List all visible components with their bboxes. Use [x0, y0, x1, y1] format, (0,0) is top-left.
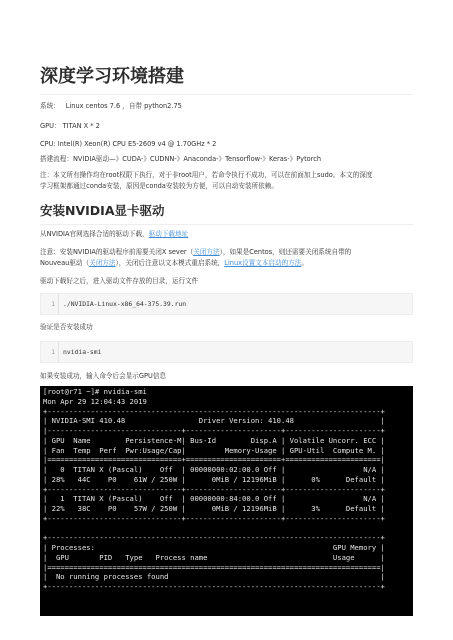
terminal-line: | Fan Temp Perf Pwr:Usage/Cap| Memory-Usage | GPU-Util Compute M. |: [43, 445, 385, 455]
note-line-1: 注：本文所有操作均在root权限下执行，对于非root用户，若命令执行不成功，可以在前面加上sudo。本文的深度: [40, 171, 373, 179]
xserver-close-method-link[interactable]: 关闭方法: [193, 248, 220, 256]
warning-text-b: ），如果是Centos，则还需要关闭系统自带的: [219, 248, 352, 256]
terminal-line: | NVIDIA-SMI 410.48 Driver Version: 410.48 |: [43, 416, 385, 426]
terminal-line: | No running processes found |: [43, 572, 385, 582]
text-boot-method-link[interactable]: Linux设置文本启动的方法: [224, 259, 302, 267]
warning-text-e: 。: [301, 259, 308, 267]
system-value: Linux centos 7.6 ，自带 python2.75: [65, 102, 182, 110]
system-label: 系统：: [40, 102, 60, 110]
page-title: 深度学习环境搭建: [40, 66, 184, 87]
terminal-line: |=============================================================================|: [43, 562, 385, 572]
terminal-line: [43, 524, 385, 534]
code-line-number: 1: [41, 342, 59, 362]
section-heading: 安装NVIDIA显卡驱动: [40, 203, 165, 218]
terminal-output: [43, 387, 385, 592]
section-divider: [40, 224, 413, 225]
terminal-line: |===============================+======================+======================|: [43, 455, 385, 465]
terminal-line: | 0 TITAN X (Pascal) Off | 00000000:02:00.0 Off | N/A |: [43, 465, 385, 474]
cpu-line: CPU: Intel(R) Xeon(R) CPU E5-2609 v4 @ 1.70GHz * 2: [40, 140, 217, 148]
code-text[interactable]: ./NVIDIA-Linux-x86_64-375.39.run: [63, 300, 187, 308]
nouveau-close-method-link[interactable]: 关闭方法: [89, 259, 116, 267]
warning-text-d: ），关闭后注意以文本模式重启系统，: [115, 259, 225, 267]
terminal-line: | Processes: GPU Memory |: [43, 543, 385, 552]
code-line-number: 1: [41, 294, 59, 314]
code-block-run-driver[interactable]: [40, 293, 413, 315]
download-text: 从NVIDIA官网选择合适的驱动下载，: [40, 230, 149, 238]
success-note: 如果安装成功，输入命令后会显示GPU信息: [40, 372, 167, 380]
terminal-line: | 28% 44C P0 61W / 250W | 0MiB / 12196MiB | 0% Default |: [43, 474, 385, 484]
download-line: [40, 229, 413, 240]
terminal-line: | 1 TITAN X (Pascal) Off | 00000000:84:00.0 Off | N/A |: [43, 494, 385, 504]
terminal-line: | 22% 38C P0 57W / 250W | 0MiB / 12196MiB | 3% Default |: [43, 504, 385, 513]
terminal-line: |-------------------------------+----------------------+----------------------+: [43, 426, 385, 435]
terminal-line: +-----------------------------------------------------------------------------+: [43, 582, 385, 591]
terminal-line: Mon Apr 29 12:04:43 2019: [43, 396, 147, 406]
warning-text-a: 注意：安装NVIDIA的驱动程序前需要关闭X sever（: [40, 248, 194, 256]
terminal-line: +-----------------------------------------------------------------------------+: [43, 533, 385, 543]
warning-line-2: [40, 258, 413, 269]
code-text[interactable]: nvidia-smi: [63, 348, 102, 356]
system-line: [40, 101, 413, 112]
note-line-2: 学习框架都通过conda安装，原因是conda安装较为方便，可以自动安装所依赖。: [40, 182, 278, 190]
terminal-screenshot: [40, 386, 413, 616]
terminal-line: | GPU Name Persistence-M| Bus-Id Disp.A | Volatile Uncorr. ECC |: [43, 435, 385, 445]
title-divider: [40, 94, 413, 95]
terminal-line: +-------------------------------+----------------------+----------------------+: [43, 513, 385, 523]
warning-text-c: Nouveau驱动（: [40, 259, 90, 267]
driver-download-link[interactable]: 驱动下载地址: [148, 230, 189, 238]
warning-line-1: [40, 247, 413, 258]
terminal-line: [root@r71 ~]# nvidia-smi: [43, 387, 147, 396]
code-block-nvidia-smi[interactable]: [40, 341, 413, 363]
terminal-line: +-------------------------------+----------------------+----------------------+: [43, 484, 385, 494]
terminal-line: | GPU PID Type Process name Usage |: [43, 552, 385, 562]
run-instruction: 驱动下载好之后，进入驱动文件存放的目录，运行文件: [40, 277, 199, 285]
terminal-line: +-----------------------------------------------------------------------------+: [43, 406, 385, 416]
gpu-line: GPU： TITAN X * 2: [40, 122, 100, 130]
verify-instruction: 验证是否安装成功: [40, 323, 93, 331]
process-line: 搭建流程：NVIDIA驱动—》CUDA-》CUDNN-》Anaconda-》Tensorflow-》Keras-》Pytorch: [40, 155, 322, 163]
